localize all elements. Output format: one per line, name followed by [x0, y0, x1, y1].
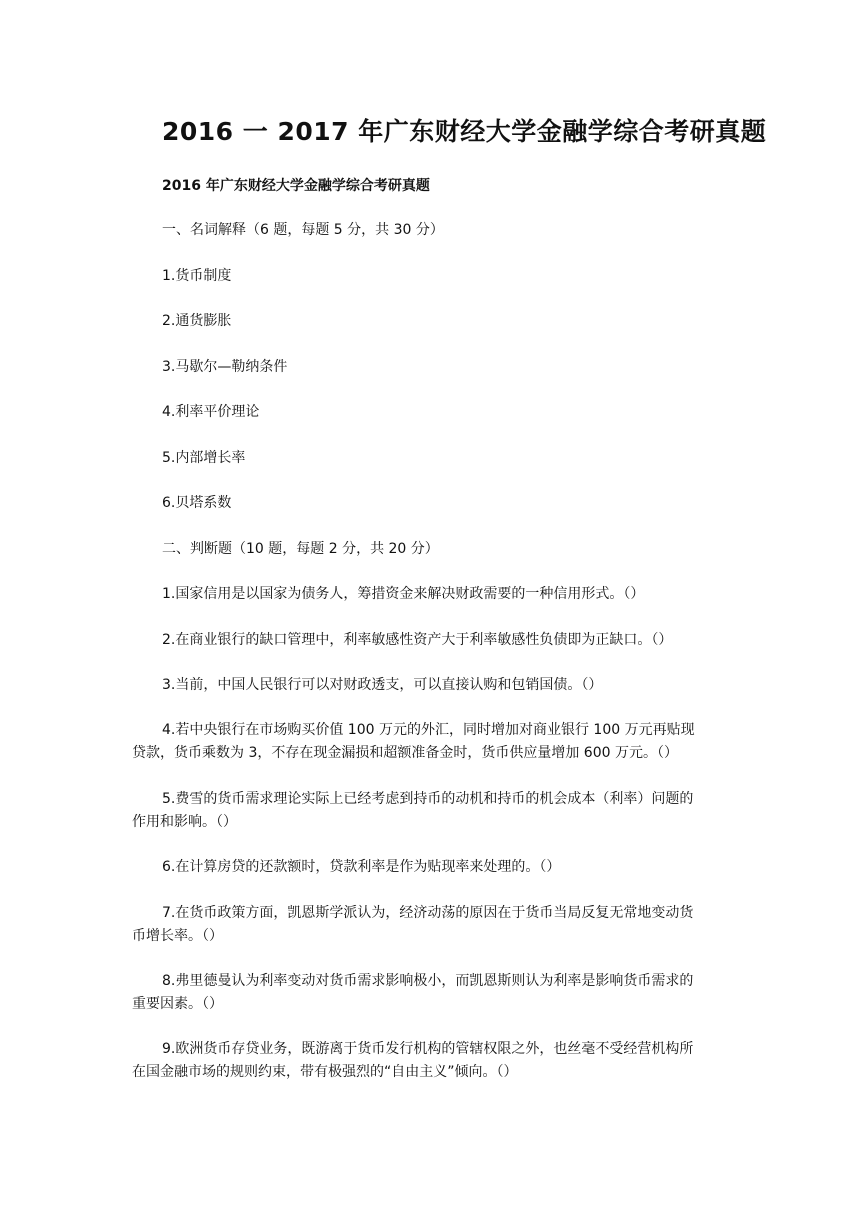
- question-text: 5.费雪的货币需求理论实际上已经考虑到持币的动机和持币的机会成本（利率）问题的: [162, 791, 694, 807]
- question-item: [132, 629, 736, 652]
- question-item: [132, 970, 736, 1016]
- section1-item: 4.利率平价理论: [162, 404, 260, 420]
- question-text: 1.国家信用是以国家为债务人，筹措资金来解决财政需要的一种信用形式。（）: [162, 586, 645, 602]
- question-text: 3.当前，中国人民银行可以对财政透支，可以直接认购和包销国债。（）: [162, 677, 603, 693]
- section1-heading: 一、名词解释（6 题，每题 5 分，共 30 分）: [162, 222, 444, 238]
- question-item: [132, 1038, 736, 1084]
- question-item: [132, 583, 736, 606]
- question-text: 6.在计算房贷的还款额时，贷款利率是作为贴现率来处理的。（）: [162, 859, 561, 875]
- question-text-cont: 在国金融市场的规则约束，带有极强烈的“自由主义”倾向。（）: [132, 1064, 518, 1080]
- question-text: 9.欧洲货币存贷业务，既游离于货币发行机构的管辖权限之外，也丝毫不受经营机构所: [162, 1041, 694, 1057]
- question-item: [132, 674, 736, 697]
- section1-item: 1.货币制度: [162, 268, 232, 284]
- question-text-cont: 贷款，货币乘数为 3，不存在现金漏损和超额准备金时，货币供应量增加 600 万元。（）: [132, 745, 678, 761]
- section1-item: 6.贝塔系数: [162, 495, 232, 511]
- question-text: 7.在货币政策方面，凯恩斯学派认为，经济动荡的原因在于货币当局反复无常地变动货: [162, 905, 694, 921]
- section1-item: 3.马歇尔—勒纳条件: [162, 359, 288, 375]
- question-item: [132, 902, 736, 948]
- section2-heading: 二、判断题（10 题，每题 2 分，共 20 分）: [162, 541, 439, 557]
- question-text-cont: 币增长率。（）: [132, 928, 223, 944]
- section1-item: 5.内部增长率: [162, 450, 246, 466]
- document-title: 2016 一 2017 年广东财经大学金融学综合考研真题: [162, 117, 767, 146]
- question-item: [132, 788, 736, 834]
- question-item: [132, 856, 736, 879]
- question-text-cont: 作用和影响。（）: [132, 814, 237, 830]
- section1-item: 2.通货膨胀: [162, 313, 232, 329]
- question-text: 2.在商业银行的缺口管理中，利率敏感性资产大于利率敏感性负债即为正缺口。（）: [162, 632, 673, 648]
- document-subtitle: 2016 年广东财经大学金融学综合考研真题: [162, 178, 430, 194]
- question-text-cont: 重要因素。（）: [132, 996, 223, 1012]
- question-item: [132, 719, 736, 765]
- question-text: 8.弗里德曼认为利率变动对货币需求影响极小，而凯恩斯则认为利率是影响货币需求的: [162, 973, 694, 989]
- question-text: 4.若中央银行在市场购买价值 100 万元的外汇，同时增加对商业银行 100 万元再贴现: [162, 722, 695, 738]
